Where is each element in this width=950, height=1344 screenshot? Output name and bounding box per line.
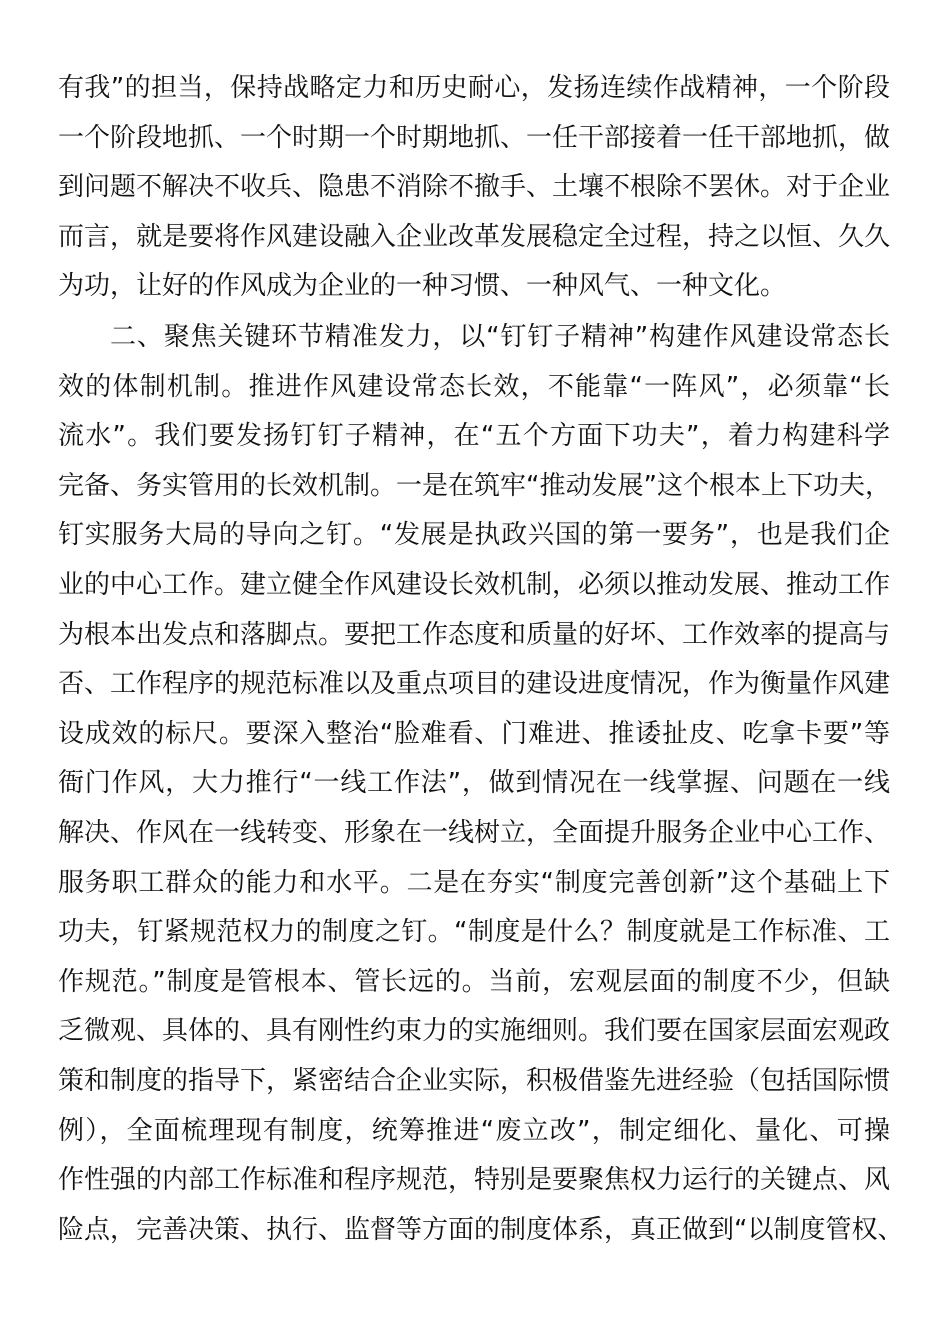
paragraph-line: 否、工作程序的规范标准以及重点项目的建设进度情况，作为衡量作风建 — [58, 669, 891, 700]
paragraph-line: 作规范。”制度是管根本、管长远的。当前，宏观层面的制度不少，但缺 — [58, 966, 890, 997]
paragraph-line: 钉实服务大局的导向之钉。“发展是执政兴国的第一要务”，也是我们企 — [58, 520, 890, 551]
paragraph-line: 服务职工群众的能力和水平。二是在夯实“制度完善创新”这个基础上下 — [58, 867, 890, 898]
paragraph-1 — [58, 64, 890, 312]
paragraph-line: 一个阶段地抓、一个时期一个时期地抓、一任干部接着一任干部地抓，做 — [58, 122, 891, 153]
paragraph-line: 完备、务实管用的长效机制。一是在筑牢“推动发展”这个根本上下功夫， — [58, 470, 891, 501]
paragraph-line: 而言，就是要将作风建设融入企业改革发展稳定全过程，持之以恒、久久 — [58, 221, 891, 252]
paragraph-line: 为功，让好的作风成为企业的一种习惯、一种风气、一种文化。 — [58, 271, 787, 302]
paragraph-line: 效的体制机制。推进作风建设常态长效，不能靠“一阵风”，必须靠“长 — [58, 371, 890, 402]
paragraph-line: 二、聚焦关键环节精准发力，以“钉钉子精神”构建作风建设常态长 — [110, 322, 890, 352]
paragraph-line: 设成效的标尺。要深入整治“脸难看、门难进、推诿扯皮、吃拿卡要”等 — [58, 718, 890, 749]
paragraph-line: 为根本出发点和落脚点。要把工作态度和质量的好坏、工作效率的提高与 — [58, 619, 891, 650]
paragraph-line: 有我”的担当，保持战略定力和历史耐心，发扬连续作战精神，一个阶段 — [58, 73, 890, 103]
paragraph-line: 衙门作风，大力推行“一线工作法”，做到情况在一线掌握、问题在一线 — [58, 768, 890, 799]
paragraph-line: 作性强的内部工作标准和程序规范，特别是要聚焦权力运行的关键点、风 — [58, 1165, 891, 1196]
paragraph-line: 策和制度的指导下，紧密结合企业实际，积极借鉴先进经验（包括国际惯 — [58, 1065, 891, 1096]
paragraph-line: 业的中心工作。建立健全作风建设长效机制，必须以推动发展、推动工作 — [58, 569, 891, 600]
paragraph-line: 到问题不解决不收兵、隐患不消除不撤手、土壤不根除不罢休。对于企业 — [58, 172, 891, 203]
paragraph-line: 乏微观、具体的、具有刚性约束力的实施细则。我们要在国家层面宏观政 — [58, 1016, 891, 1047]
paragraph-line: 流水”。我们要发扬钉钉子精神，在“五个方面下功夫”，着力构建科学 — [58, 421, 890, 452]
paragraph-line: 功夫，钉紧规范权力的制度之钉。“制度是什么？制度就是工作标准、工 — [58, 917, 890, 948]
paragraph-line: 解决、作风在一线转变、形象在一线树立，全面提升服务企业中心工作、 — [58, 817, 891, 848]
paragraph-line: 险点，完善决策、执行、监督等方面的制度体系，真正做到“以制度管权、 — [58, 1214, 904, 1245]
paragraph-2 — [58, 313, 904, 1255]
paragraph-line: 例），全面梳理现有制度，统筹推进“废立改”，制定细化、量化、可操 — [58, 1115, 890, 1146]
